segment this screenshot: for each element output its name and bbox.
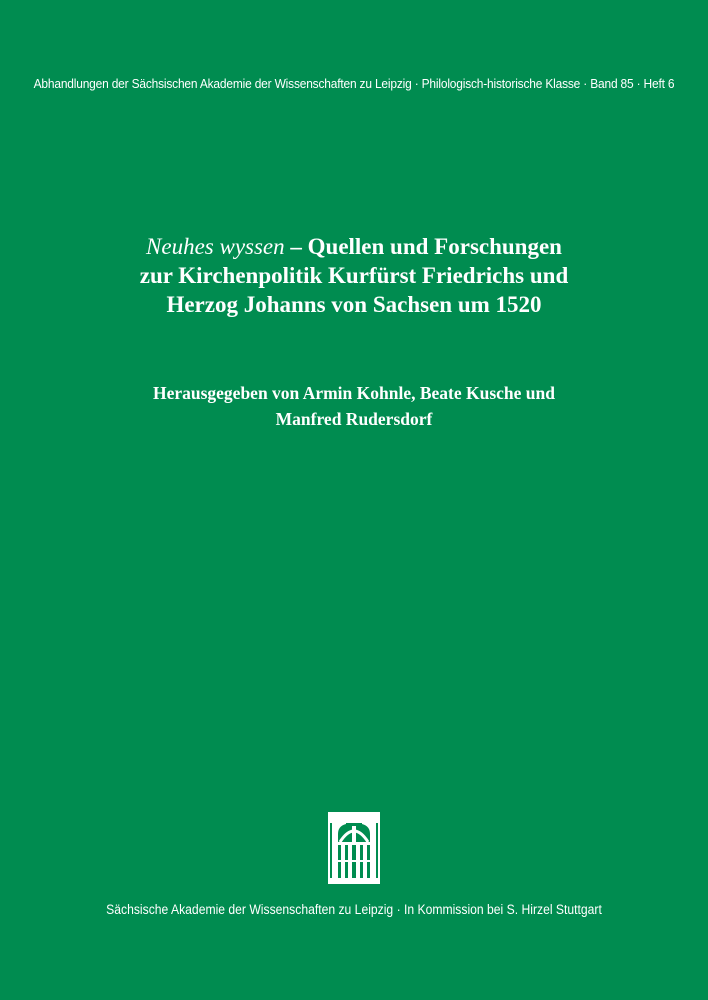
title-line-2: zur Kirchenpolitik Kurfürst Friedrichs und bbox=[139, 263, 569, 288]
publisher-line: Sächsische Akademie der Wissenschaften zu Leipzig · In Kommission bei S. Hirzel Stuttgart bbox=[106, 902, 602, 917]
book-title bbox=[40, 232, 668, 319]
title-line-1 bbox=[40, 232, 668, 261]
editors bbox=[40, 380, 668, 432]
series-line: Abhandlungen der Sächsischen Akademie der Wissenschaften zu Leipzig · Philologisch-historische Klasse · Band 85 · Heft 6 bbox=[33, 76, 675, 91]
editors-line-2: Manfred Rudersdorf bbox=[275, 409, 433, 429]
academy-building-icon bbox=[328, 812, 380, 884]
title-italic-part: Neuhes wyssen bbox=[146, 234, 285, 259]
title-line-1-rest: – Quellen und Forschungen bbox=[284, 234, 562, 259]
title-line-3: Herzog Johanns von Sachsen um 1520 bbox=[166, 292, 542, 317]
editors-line-1: Herausgegeben von Armin Kohnle, Beate Kusche und bbox=[152, 383, 556, 403]
